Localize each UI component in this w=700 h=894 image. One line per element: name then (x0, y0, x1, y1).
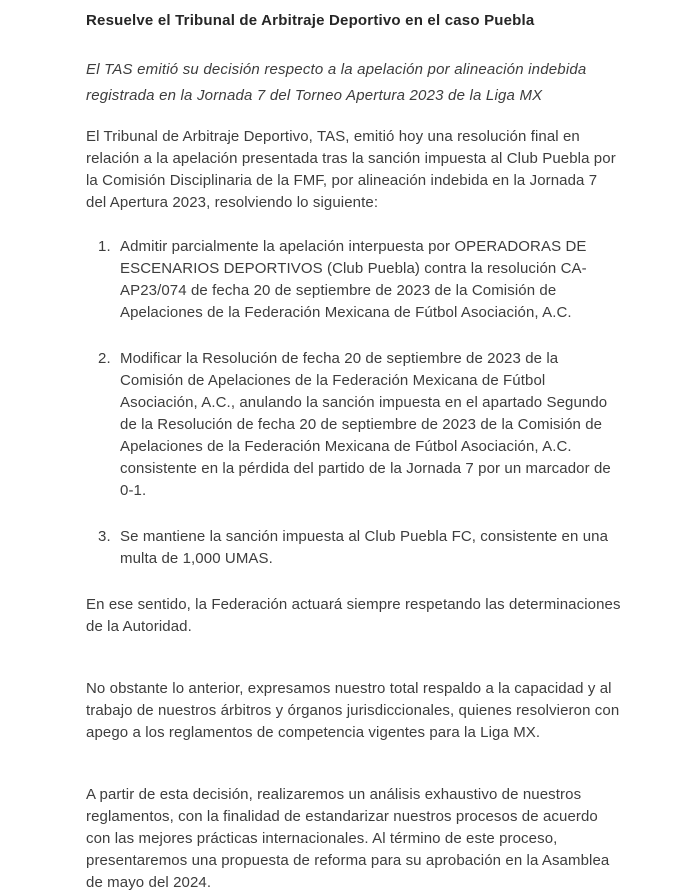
resolution-item-1-text: Admitir parcialmente la apelación interpuesta por OPERADORAS DE ESCENARIOS DEPORTIVOS (Club Puebla) contra la resolución CA-AP23/074 de fecha 20 de septiembre de 2023 de la Comisión de Apelaciones de la Federación Mexicana de Fútbol Asociación, A.C. (120, 238, 587, 321)
document-subtitle: El TAS emitió su decisión respecto a la apelación por alineación indebida registrada en la Jornada 7 del Torneo Apertura 2023 de la Liga MX (86, 61, 587, 104)
resolution-item-2 (86, 348, 621, 502)
resolution-item-2-text: Modificar la Resolución de fecha 20 de septiembre de 2023 de la Comisión de Apelaciones de la Federación Mexicana de Fútbol Asociación, A.C., anulando la sanción impuesta en el apartado Segundo de la Resolución de fecha 20 de septiembre de 2023 de la Comisión de Apelaciones de la Federación Mexicana de Fútbol Asociación, A.C. consistente en la pérdida del partido de la Jornada 7 por un marcador de 0-1. (120, 350, 611, 499)
resolution-item-1 (86, 236, 621, 324)
closing-paragraph-1: En ese sentido, la Federación actuará siempre respetando las determinaciones de la Autoridad. (86, 596, 621, 635)
closing-paragraph-3: A partir de esta decisión, realizaremos un análisis exhaustivo de nuestros reglamentos, con la finalidad de estandarizar nuestros procesos de acuerdo con las mejores prácticas internacionales. Al término de este proceso, presentaremos una propuesta de reforma para su aprobación en la Asamblea de mayo del 2024. (86, 786, 610, 891)
intro-paragraph: El Tribunal de Arbitraje Deportivo, TAS, emitió hoy una resolución final en relación a la apelación presentada tras la sanción impuesta al Club Puebla por la Comisión Disciplinaria de la FMF, por alineación indebida en la Jornada 7 del Apertura 2023, resolviendo lo siguiente: (86, 128, 616, 211)
resolution-item-2-number: 2. (98, 350, 111, 367)
resolution-item-3-text: Se mantiene la sanción impuesta al Club Puebla FC, consistente en una multa de 1,000 UMAS. (120, 528, 609, 567)
resolution-list (86, 236, 621, 570)
resolution-item-3-number: 3. (98, 528, 111, 545)
resolution-item-3 (86, 526, 621, 570)
closing-paragraph-2: No obstante lo anterior, expresamos nuestro total respaldo a la capacidad y al trabajo de nuestros árbitros y órganos jurisdiccionales, quienes resolvieron con apego a los reglamentos de competencia vigentes para la Liga MX. (86, 680, 620, 741)
document-title: Resuelve el Tribunal de Arbitraje Deportivo en el caso Puebla (86, 12, 535, 29)
resolution-item-1-number: 1. (98, 238, 111, 255)
